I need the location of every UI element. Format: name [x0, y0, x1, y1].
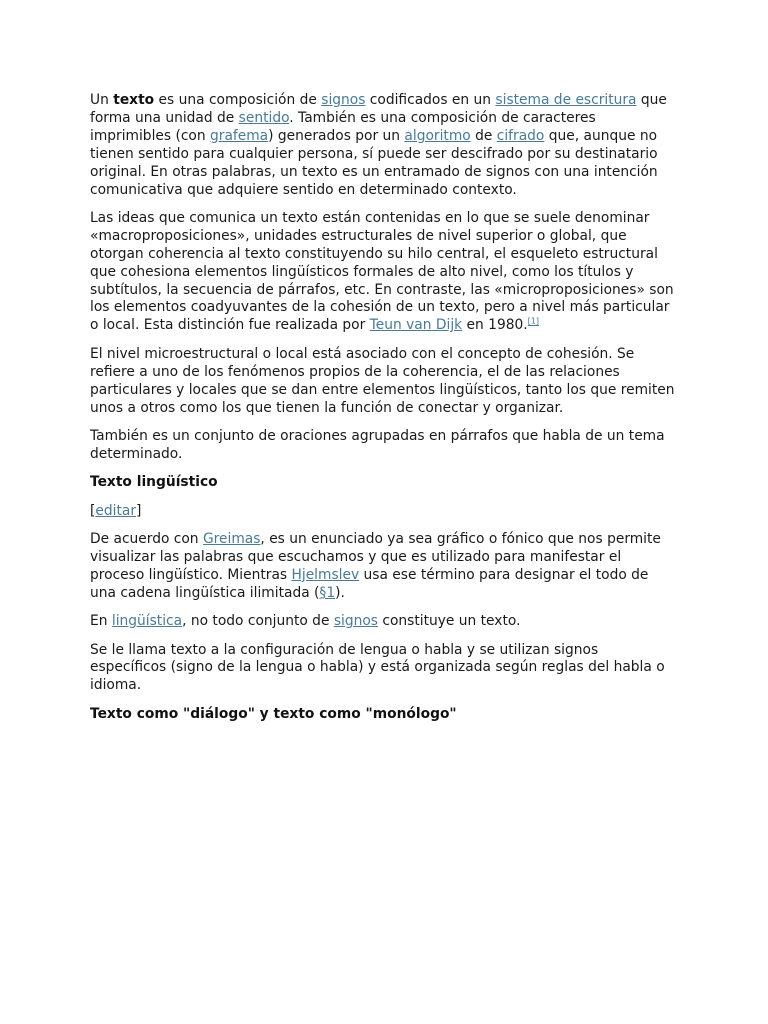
link-section-1[interactable]: §1	[319, 584, 336, 601]
text-run: que forma una unidad de	[90, 92, 667, 126]
link-cifrado[interactable]: cifrado	[496, 127, 545, 144]
configuracion-paragraph: Se le llama texto a la configuración de lengua o habla y se utilizan signos específicos (signo de la lengua o habla) y está organizada según reglas del habla o idioma.	[90, 641, 665, 694]
text-run: usa ese término para designar el todo de una cadena lingüística ilimitada (	[90, 566, 649, 601]
text-run: , es un enunciado ya sea gráfico o fónico que nos permite visualizar las palabras que escuchamos y que es utilizado para manifestar el proceso lingüístico. Mientras	[90, 531, 661, 583]
text-run: es una composición de	[154, 92, 322, 108]
bracket-open: [	[90, 502, 96, 519]
term-texto: texto	[113, 92, 155, 108]
text-run: ) generados por un	[268, 127, 405, 144]
link-signos[interactable]: signos	[321, 92, 366, 108]
microestructural-paragraph: El nivel microestructural o local está asociado con el concepto de cohesión. Se refiere a uno de los fenómenos propios de la coherencia, el de las relaciones particulares y locales que se dan entre elementos lingüísticos, tanto los que remiten unos a otros como los que tienen la función de conectar y organizar.	[90, 345, 675, 416]
text-run: Un	[90, 92, 114, 108]
edit-section	[90, 503, 678, 521]
article-body	[90, 92, 678, 734]
link-hjelmslev[interactable]: Hjelmslev	[291, 566, 360, 583]
text-run: constituye un texto.	[377, 613, 521, 630]
text-run: , no todo conjunto de	[182, 613, 334, 630]
link-greimas[interactable]: Greimas	[202, 531, 261, 548]
link-grafema[interactable]: grafema	[210, 127, 269, 144]
edit-link[interactable]: editar	[95, 502, 137, 519]
citation-link-1[interactable]: [1]	[527, 316, 540, 326]
text-run: de	[470, 127, 497, 144]
section-heading-dialogo-monologo: Texto como "diálogo" y texto como "monólogo"	[90, 705, 457, 722]
text-run: que, aunque no tienen sentido para cualquier persona, sí puede ser descifrado por su destinatario original. En otras palabras, un texto es un entramado de signos con una intención comunicativa que adquiere sentido en determinado contexto.	[90, 127, 658, 198]
link-sistema-de-escritura[interactable]: sistema de escritura	[495, 92, 637, 108]
text-run: en 1980.	[462, 317, 528, 334]
link-linguistica[interactable]: lingüística	[111, 613, 183, 630]
macroproposiciones-paragraph	[90, 210, 678, 335]
link-sentido[interactable]: sentido	[238, 109, 290, 126]
conjunto-paragraph: También es un conjunto de oraciones agrupadas en párrafos que habla de un tema determinado.	[90, 427, 665, 462]
greimas-paragraph	[90, 531, 678, 603]
link-algoritmo[interactable]: algoritmo	[404, 127, 471, 144]
text-run: codificados en un	[365, 92, 496, 108]
link-signos-2[interactable]: signos	[333, 613, 378, 630]
bracket-close: ]	[136, 502, 142, 519]
text-run: . También es una composición de caracteres imprimibles (con	[90, 109, 596, 144]
section-heading-texto-linguistico: Texto lingüístico	[90, 474, 218, 491]
text-run: Las ideas que comunica un texto están contenidas en lo que se suele denominar «macroproposiciones», unidades estructurales de nivel superior o global, que otorgan coherencia al texto constituyendo su hilo central, el esqueleto estructural que cohesiona elementos lingüísticos formales de alto nivel, como los títulos y subtítulos, la secuencia de párrafos, etc. En contraste, las «microproposiciones» son los elementos coadyuvantes de la cohesión de un texto, pero a nivel más particular o local. Esta distinción fue realizada por	[90, 209, 674, 334]
link-teun-van-dijk[interactable]: Teun van Dijk	[369, 317, 463, 334]
linguistica-paragraph	[90, 613, 678, 631]
intro-paragraph	[90, 92, 678, 199]
text-run: ).	[335, 584, 345, 601]
text-run: De acuerdo con	[90, 531, 203, 548]
text-run: En	[90, 613, 112, 630]
